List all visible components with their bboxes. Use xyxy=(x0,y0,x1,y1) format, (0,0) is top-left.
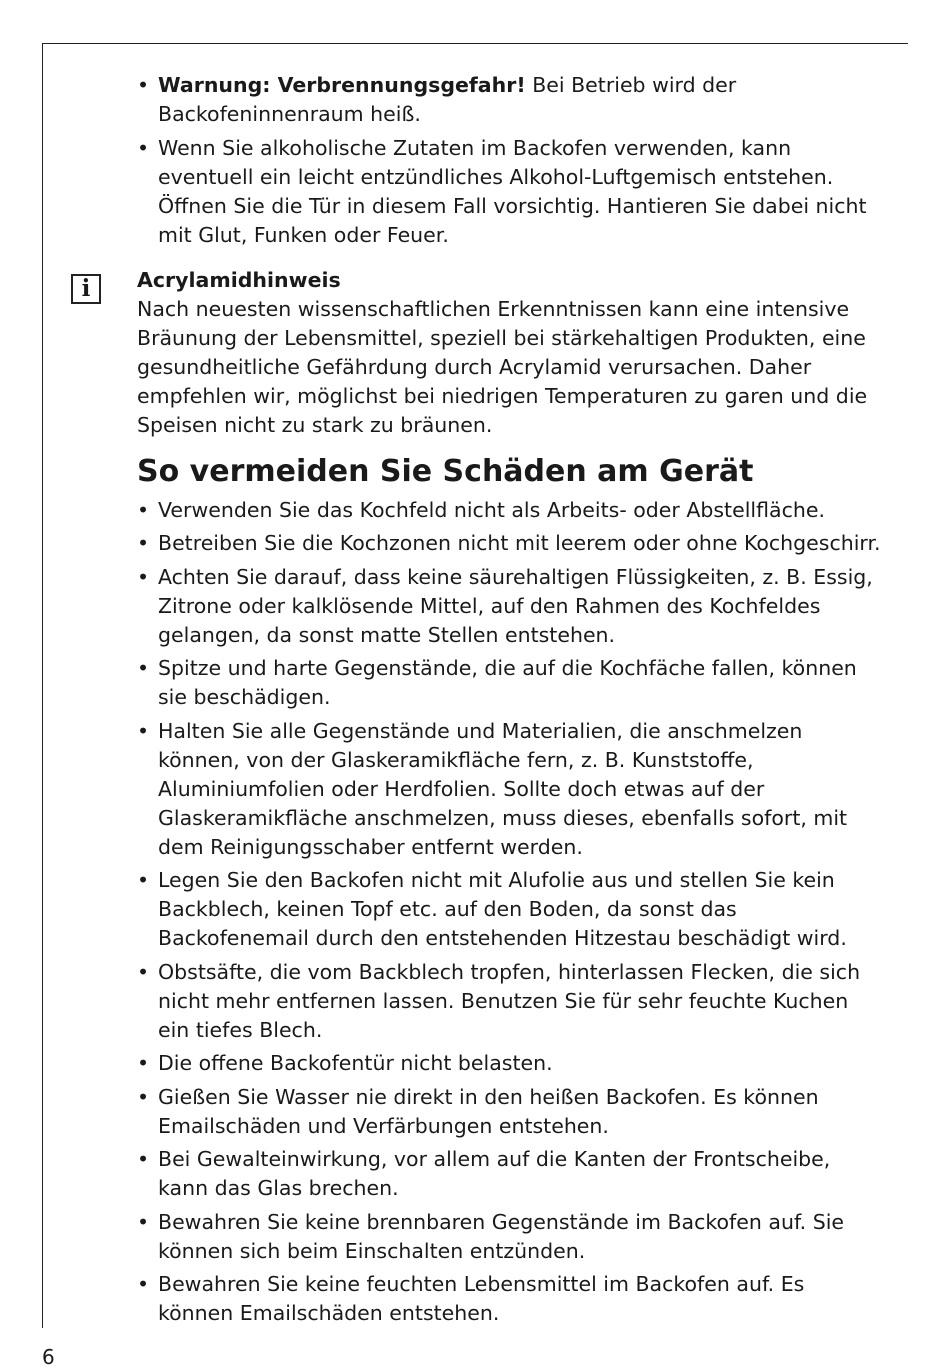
list-item: • Verwenden Sie das Kochfeld nicht als Arbeits- oder Abstellfläche. xyxy=(137,496,882,525)
warning-list xyxy=(137,71,882,250)
damage-list xyxy=(137,496,882,1329)
list-item: • Die offene Backofentür nicht belasten. xyxy=(137,1049,882,1078)
list-item: • Bei Gewalteinwirkung, vor allem auf die Kanten der Frontscheibe, kann das Glas brechen. xyxy=(137,1145,882,1203)
top-rule xyxy=(42,43,908,44)
acrylamide-note xyxy=(81,266,882,440)
list-item: • Legen Sie den Backofen nicht mit Alufolie aus und stellen Sie kein Backblech, keinen Topf etc. auf den Boden, da sonst das Backofenemail durch den entstehenden Hitzestau beschädigt wird. xyxy=(137,866,882,953)
note-text: Nach neuesten wissenschaftlichen Erkenntnissen kann eine intensive Bräunung der Lebensmittel, speziell bei stärkehaltigen Produkten, eine gesundheitliche Gefährdung durch Acrylamid verursachen. Daher empfehlen wir, möglichst bei niedrigen Temperaturen zu garen und die Speisen nicht zu stark zu bräunen. xyxy=(137,296,868,437)
warning-text: Bei Betrieb wird der Backofeninnenraum heiß. xyxy=(158,73,737,126)
warning-lead: Warnung: Verbrennungsgefahr! xyxy=(158,73,526,97)
info-icon: i xyxy=(71,274,101,304)
section-heading: So vermeiden Sie Schäden am Gerät xyxy=(137,453,754,489)
list-item xyxy=(137,134,882,250)
list-item: • Bewahren Sie keine brennbaren Gegenstände im Backofen auf. Sie können sich beim Einschalten entzünden. xyxy=(137,1208,882,1266)
list-item: • Achten Sie darauf, dass keine säurehaltigen Flüssigkeiten, z. B. Essig, Zitrone oder kalklösende Mittel, auf den Rahmen des Kochfeldes gelangen, da sonst matte Stellen entstehen. xyxy=(137,563,882,650)
list-item: • Spitze und harte Gegenstände, die auf die Kochfäche fallen, können sie beschädigen. xyxy=(137,654,882,712)
page-content xyxy=(81,71,882,1333)
note-title: Acrylamidhinweis xyxy=(137,267,341,292)
list-item: • Halten Sie alle Gegenstände und Materialien, die anschmelzen können, von der Glaskeramikfläche fern, z. B. Kunststoffe, Aluminiumfolien oder Herdfolien. Sollte doch etwas auf der Glaskeramikfläche anschmelzen, muss dieses, ebenfalls sofort, mit dem Reinigungsschaber entfernt werden. xyxy=(137,717,882,862)
warning-text: Wenn Sie alkoholische Zutaten im Backofen verwenden, kann eventuell ein leicht entzündliches Alkohol-Luftgemisch entstehen. Öffnen Sie die Tür in diesem Fall vorsichtig. Hantieren Sie dabei nicht mit Glut, Funken oder Feuer. xyxy=(158,135,867,247)
list-item: • Bewahren Sie keine feuchten Lebensmittel im Backofen auf. Es können Emailschäden entstehen. xyxy=(137,1270,882,1328)
left-rule xyxy=(42,43,43,1328)
page-number: 6 xyxy=(42,1345,55,1369)
list-item xyxy=(137,71,882,129)
list-item: • Obstsäfte, die vom Backblech tropfen, hinterlassen Flecken, die sich nicht mehr entfernen lassen. Benutzen Sie für sehr feuchte Kuchen ein tiefes Blech. xyxy=(137,958,882,1045)
list-item: • Betreiben Sie die Kochzonen nicht mit leerem oder ohne Kochgeschirr. xyxy=(137,529,882,558)
list-item: • Gießen Sie Wasser nie direkt in den heißen Backofen. Es können Emailschäden und Verfärbungen entstehen. xyxy=(137,1083,882,1141)
